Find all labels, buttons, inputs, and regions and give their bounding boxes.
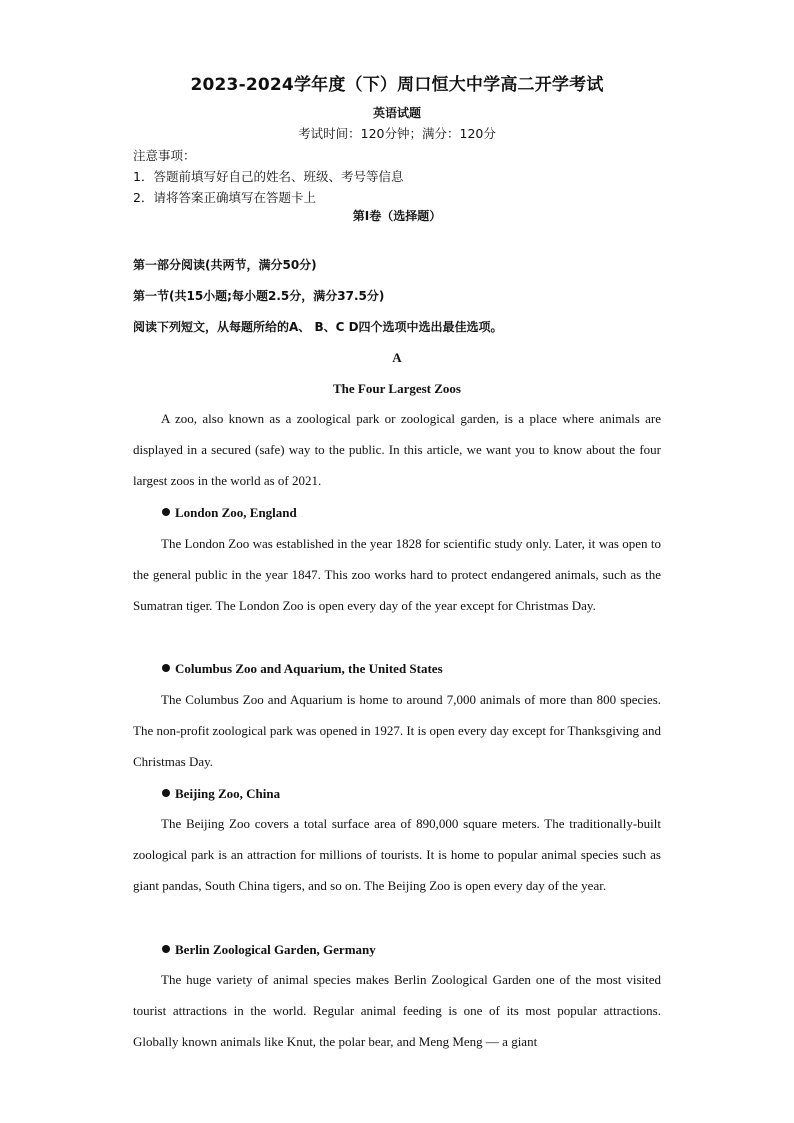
zoo-heading-beijing: Beijing Zoo, China xyxy=(162,786,280,802)
bullet-icon xyxy=(162,508,170,516)
subject-title: 英语试题 xyxy=(372,106,421,120)
part-title: 第I卷（选择题） xyxy=(352,209,442,223)
zoo-text-beijing: The Beijing Zoo covers a total surface area of 890,000 square meters. The traditionally-built zoological park is an attraction for millions of tourists. It is home to popular animal species such as giant pandas, South China tigers, and so on. The Beijing Zoo is open every day of the year. xyxy=(133,816,661,894)
zoo-heading-columbus: Columbus Zoo and Aquarium, the United States xyxy=(162,661,443,677)
section-one-heading: 第一节(共15小题;每小题2.5分，满分37.5分) xyxy=(133,289,385,303)
passage-intro: A zoo, also known as a zoological park or zoological garden, is a place where animals are displayed in a secured (safe) way to the public. In this article, we want you to know about the four largest zoos in the world as of 2021. xyxy=(133,411,661,489)
bullet-icon xyxy=(162,945,170,953)
zoo-text-london: The London Zoo was established in the year 1828 for scientific study only. Later, it was open to the general public in the year 1847. This zoo works hard to protect endangered animals, such as the Sumatran tiger. The London Zoo is open every day of the year except for Christmas Day. xyxy=(133,536,661,614)
zoo-text-columbus: The Columbus Zoo and Aquarium is home to around 7,000 animals of more than 800 species. The non-profit zoological park was opened in 1927. It is open every day except for Thanksgiving and Christmas Day. xyxy=(133,692,661,770)
notice-item-1: 1．答题前填写好自己的姓名、班级、考号等信息 xyxy=(133,169,404,184)
bullet-icon xyxy=(162,789,170,797)
passage-title: The Four Largest Zoos xyxy=(333,381,461,396)
bullet-icon xyxy=(162,664,170,672)
zoo-heading-london: London Zoo, England xyxy=(162,505,297,521)
notice-heading: 注意事项： xyxy=(133,148,196,163)
passage-label: A xyxy=(392,350,402,365)
part-one-heading: 第一部分阅读(共两节，满分50分) xyxy=(133,258,317,272)
zoo-heading-berlin: Berlin Zoological Garden, Germany xyxy=(162,942,376,958)
notice-item-2: 2．请将答案正确填写在答题卡上 xyxy=(133,190,316,205)
zoo-text-berlin: The huge variety of animal species makes Berlin Zoological Garden one of the most visited tourist attractions in the world. Regular animal feeding is one of its most popular attractions. Globally known animals like Knut, the polar bear, and Meng Meng — a giant xyxy=(133,972,661,1050)
reading-instruction: 阅读下列短文，从每题所给的A、 B、C D四个选项中选出最佳选项。 xyxy=(133,320,503,334)
exam-title: 2023-2024学年度（下）周口恒大中学高二开学考试 xyxy=(190,75,604,95)
exam-time-score: 考试时间：120分钟；满分：120分 xyxy=(298,126,496,141)
